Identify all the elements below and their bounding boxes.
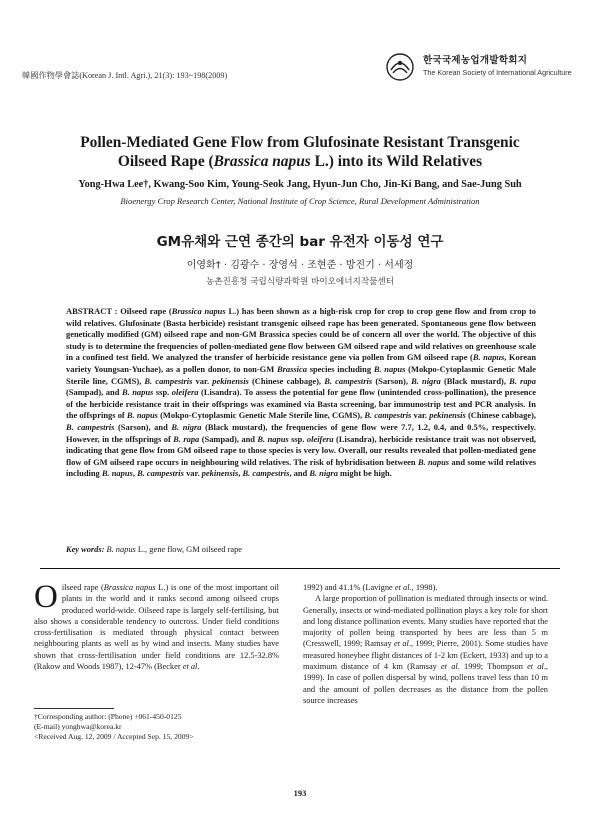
corresponding-author: †Corresponding author: (Phone) +061-450-0125 [34, 712, 182, 721]
keywords-body: B. napus L., gene flow, GM oilseed rape [106, 545, 243, 554]
intro-paragraph-1: Oilseed rape (Brassica napus L.) is one of the most important oil plants in the world and it ranks second among oilseed crops produced world-wide. Oilseed rape is largely self-fertilising, but also shows a considerable tendency to outcross. Under field conditions cross-fertilisation is mediated through physical contact between neighbouring plants as well as by wind and insects. Many studies have shown that cross-fertilisation under field conditions are 12.5-32.8% (Rakow and Woods 1987), 12-47% (Becker et al. [34, 579, 279, 672]
author-email: (E-mail) yonghwa@korea.kr [34, 722, 122, 731]
paper-title [40, 134, 560, 171]
journal-reference: 韓國作物學會誌(Korean J. Intl. Agri.), 21(3): 193~198(2009) [22, 71, 228, 80]
abstract-label: ABSTRACT : [66, 306, 118, 316]
drop-cap: O [34, 579, 58, 615]
author-list: Yong-Hwa Lee†, Kwang-Soo Kim, Young-Seok Jang, Hyun-Jun Cho, Jin-Ki Bang, and Sae-Jung Suh [78, 179, 522, 190]
page-number: 193 [293, 788, 307, 798]
abstract [66, 306, 536, 480]
intro-paragraph-1-cont: 1992) and 41.1% (Lavigne et al., 1998). [303, 583, 438, 592]
society-name-kr: 한국국제농업개발학회지 [423, 55, 528, 66]
korean-author-list: 이영화† · 김광수 · 장영석 · 조현준 · 방진기 · 서세정 [186, 260, 414, 271]
author-affiliation: Bioenergy Crop Research Center, National Institute of Crop Science, Rural Development Administration [120, 196, 480, 206]
received-accepted-dates: <Received Aug. 12, 2009 / Accepted Sep. 15, 2009> [34, 732, 194, 741]
korean-title: GM유채와 근연 종간의 bar 유전자 이동성 연구 [156, 234, 444, 250]
title-line-2: Oilseed Rape (Brassica napus L.) into its Wild Relatives [117, 152, 483, 170]
keywords-label: Key words: [66, 545, 105, 554]
footnotes [34, 708, 279, 742]
korean-affiliation: 농촌진흥청 국립식량과학원 바이오에너지작물센터 [205, 277, 395, 287]
footnote-divider [34, 708, 114, 709]
body-column-right [303, 582, 548, 706]
section-divider [40, 568, 560, 569]
society-header [385, 50, 585, 96]
body-column-left [34, 579, 279, 672]
society-name-en: The Korean Society of International Agriculture [423, 68, 572, 77]
abstract-body: Oilseed rape (Brassica napus L.) has been shown as a high-risk crop for crop to crop gene flow and from crop to wild relatives. Glufosinate (Basta herbicide) resistant transgenic oilseed rape has been generated. Spontaneous gene flow between genetically modified (GM) oilseed rape and non-GM Brassica species could be of concern all over the world. The objective of this study is to determine the frequencies of pollen-mediated gene flow between GM oilseed rape and wild relatives on greenhouse scale in a confined test field. We analyzed the transfer of herbicide resistance gene via pollen from GM oilseed rape (B. napus, Korean variety Youngsan-Yuchae), as a pollen donor, to non-GM Brassica species including B. napus (Mokpo-Cytoplasmic Genetic Male Sterile line, CGMS), B. campestris var. pekinensis (Chinese cabbage), B. campestris (Sarson), B. nigra (Black mustard), B. rapa (Sampad), and B. napus ssp. oleifera (Lisandra). To assess the potential for gene flow (unintended cross-pollination), the presence of the herbicide resistance trait in their offsprings was examined via Basta screening, bar immunostrip test and PCR analysis. In the offsprings of B. napus (Mokpo-Cytoplasmic Genetic Male Sterile line, CGMS), B. campestris var. pekinensis (Chinese cabbage), B. campestris (Sarson), and B. nigra (Black mustard), the frequencies of gene flow were 7.7, 1.2, 0.4, and 0.5%, respectively. However, in the offsprings of B. rapa (Sampad), and B. napus ssp. oleifera (Lisandra), herbicide resistance trait was not observed, indicating that gene flow from GM oilseed rape to those species is very low. Overall, our results revealed that pollen-mediated gene flow of GM oilseed rape occurs in neighbouring wild relatives. The risk of hybridisation between B. napus and some wild relatives including B. napus, B. campestris var. pekinensis, B. campestris, and B. nigra might be high. [66, 306, 537, 479]
intro-paragraph-2: A large proportion of pollination is mediated through insects or wind. Generally, insects or wind-mediated pollination plays a key role for short and long distance pollination events. Many studies have reported that the majority of pollen being transported by bees are less than 5 m (Cresswell, 1999; Ramsay et al., 1999; Pierre, 2001). Some studies have measured honeybee flight distances of 1-2 km (Eckert, 1933) and up to a maximum distance of 4 km (Ramsay et al. 1999; Thompson et al., 1999). In case of pollen dispersal by wind, pollens travel less than 10 m and the amount of pollen decreases as the distance from the pollen source increases [303, 594, 549, 705]
keywords [66, 545, 536, 554]
title-line-1: Pollen-Mediated Gene Flow from Glufosinate Resistant Transgenic [80, 134, 520, 151]
society-logo-icon [385, 52, 415, 82]
